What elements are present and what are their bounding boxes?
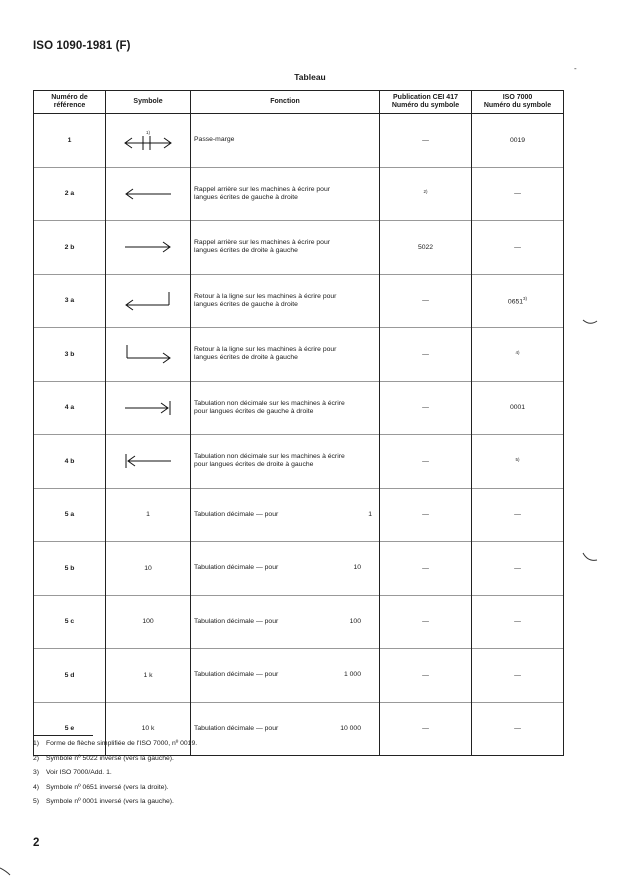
iso-cell: 0001 [472, 381, 564, 435]
col-header-function: Fonction [191, 91, 380, 114]
table-row [34, 542, 564, 596]
cei-cell: — [380, 381, 472, 435]
ref-cell: 4 b [34, 435, 106, 489]
table-row [34, 328, 564, 382]
ref-cell: 2 a [34, 167, 106, 221]
table-row [34, 381, 564, 435]
ref-cell: 5 d [34, 649, 106, 703]
ref-cell: 1 [34, 114, 106, 168]
iso-cell: — [472, 167, 564, 221]
iso-cell: — [472, 649, 564, 703]
table-row [34, 167, 564, 221]
function-cell: Tabulation décimale — pour 1 000 [191, 649, 380, 703]
iso-cell: 4) [472, 328, 564, 382]
symbol-cell: 1 [106, 488, 191, 542]
table-caption: Tableau [294, 72, 326, 82]
cei-cell: — [380, 649, 472, 703]
tab-left-icon [123, 453, 173, 469]
scan-mark [582, 318, 598, 326]
ref-cell: 4 a [34, 381, 106, 435]
ref-cell: 5 c [34, 595, 106, 649]
iso-cell: — [472, 542, 564, 596]
scan-mark: - [574, 64, 577, 73]
function-cell: Retour à la ligne sur les machines à écrire pour langues écrites de droite à gauche [191, 328, 380, 382]
table-header-row [34, 91, 564, 114]
ref-cell: 5 a [34, 488, 106, 542]
iso-cell: 0019 [472, 114, 564, 168]
symbol-cell [106, 274, 191, 328]
col-header-iso: ISO 7000 Numéro du symbole [472, 91, 564, 114]
scan-mark [582, 552, 598, 564]
iso-cell: 0651$^{3)}$ [472, 274, 564, 328]
footnote: 1) Forme de flèche simplifiée de l'ISO 7000, nº 0019. [33, 740, 198, 747]
footnote: 4) Symbole nº 0651 inversé (vers la droite). [33, 783, 169, 791]
table-row [34, 488, 564, 542]
cei-cell: 2) [380, 167, 472, 221]
document-header: ISO 1090-1981 (F) [33, 40, 131, 52]
tab-right-icon [123, 400, 173, 416]
function-cell: Retour à la ligne sur les machines à écrire pour langues écrites de gauche à droite [191, 274, 380, 328]
symbol-table [33, 90, 564, 756]
table-row [34, 435, 564, 489]
iso-cell: — [472, 702, 564, 756]
ref-cell: 2 b [34, 221, 106, 275]
margin-release-icon [123, 133, 173, 151]
cei-cell: — [380, 328, 472, 382]
footnote: 2) Symbole nº 5022 inversé (vers la gauche). [33, 754, 174, 762]
symbol-cell [106, 167, 191, 221]
function-cell: Tabulation décimale — pour 10 000 [191, 702, 380, 756]
symbol-cell: 1 k [106, 649, 191, 703]
table-row [34, 274, 564, 328]
symbol-cell [106, 114, 191, 168]
table-row [34, 114, 564, 168]
iso-cell: — [472, 221, 564, 275]
cei-cell: 5022 [380, 221, 472, 275]
cei-cell: — [380, 702, 472, 756]
footnote: 3) Voir ISO 7000/Add. 1. [33, 769, 112, 776]
col-header-cei: Publication CEI 417 Numéro du symbole [380, 91, 472, 114]
iso-cell: — [472, 488, 564, 542]
ref-cell: 3 a [34, 274, 106, 328]
function-cell: Rappel arrière sur les machines à écrire pour langues écrites de droite à gauche [191, 221, 380, 275]
iso-cell: — [472, 595, 564, 649]
symbol-cell: 100 [106, 595, 191, 649]
footnote: 5) Symbole nº 0001 inversé (vers la gauche). [33, 798, 174, 805]
table-row [34, 649, 564, 703]
symbol-footnote-mark: 1) [145, 129, 150, 135]
cei-cell: — [380, 274, 472, 328]
return-left-icon [123, 290, 173, 312]
return-right-icon [123, 343, 173, 365]
cei-cell: — [380, 595, 472, 649]
symbol-cell [106, 221, 191, 275]
footnote-rule [33, 735, 93, 736]
page-number: 2 [33, 837, 40, 849]
symbol-cell [106, 381, 191, 435]
ref-cell: 5 e [34, 702, 106, 756]
symbol-cell [106, 328, 191, 382]
cei-cell: — [380, 488, 472, 542]
table-row [34, 221, 564, 275]
scan-mark [0, 864, 12, 876]
left-arrow-icon [123, 187, 173, 201]
symbol-cell: 10 [106, 542, 191, 596]
col-header-symbol: Symbole [106, 91, 191, 114]
ref-cell: 3 b [34, 328, 106, 382]
cei-cell: — [380, 435, 472, 489]
table-row [34, 595, 564, 649]
ref-cell: 5 b [34, 542, 106, 596]
function-cell: Passe-marge [191, 114, 380, 168]
iso-cell: 5) [472, 435, 564, 489]
cei-cell: — [380, 114, 472, 168]
function-cell: Tabulation décimale — pour 1 [191, 488, 380, 542]
function-cell: Tabulation décimale — pour 100 [191, 595, 380, 649]
function-cell: Tabulation décimale — pour 10 [191, 542, 380, 596]
col-header-ref: Numéro de référence [34, 91, 106, 114]
symbol-cell: 10 k [106, 702, 191, 756]
footnotes [33, 735, 197, 813]
function-cell: Rappel arrière sur les machines à écrire pour langues écrites de gauche à droite [191, 167, 380, 221]
function-cell: Tabulation non décimale sur les machines à écrire pour langues écrites de gauche à droite [191, 381, 380, 435]
cei-cell: — [380, 542, 472, 596]
function-cell: Tabulation non décimale sur les machines à écrire pour langues écrites de droite à gauche [191, 435, 380, 489]
symbol-cell [106, 435, 191, 489]
right-arrow-icon [123, 240, 173, 254]
